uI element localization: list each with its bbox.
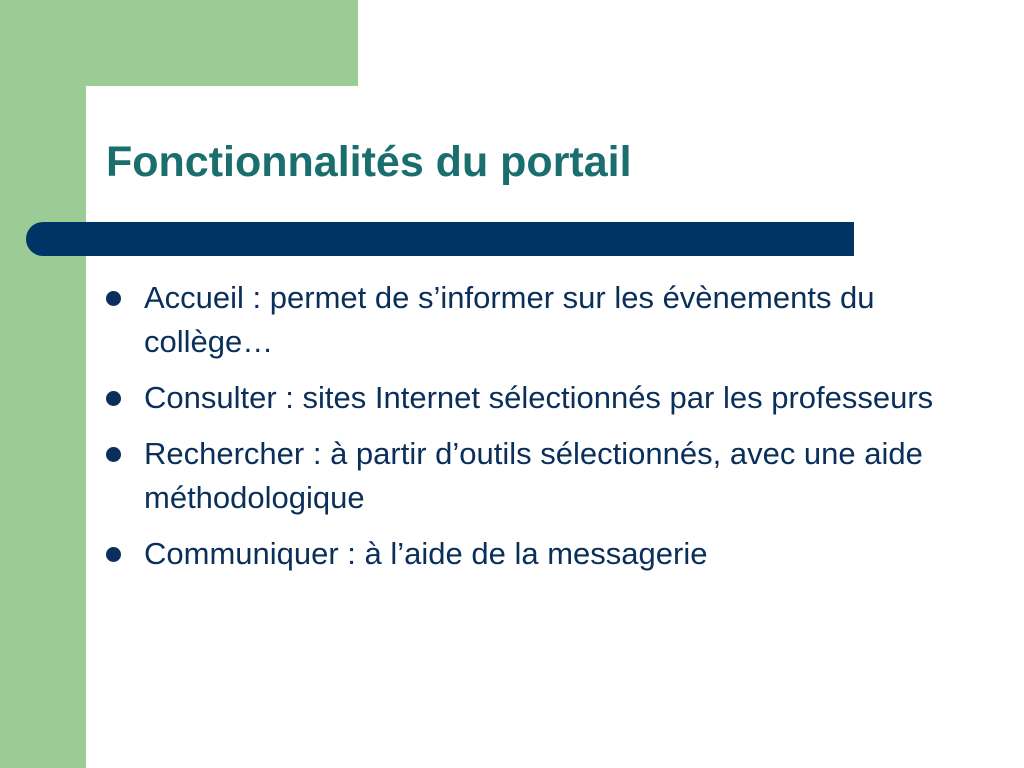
bullet-item-communiquer xyxy=(104,532,984,576)
green-accent-left xyxy=(0,0,86,768)
bullet-dot-icon xyxy=(106,291,121,306)
bullet-text: Accueil : permet de s’informer sur les évènements du collège… xyxy=(144,280,875,359)
bullet-dot-icon xyxy=(106,447,121,462)
bullet-item-rechercher xyxy=(104,432,984,520)
bullet-dot-icon xyxy=(106,391,121,406)
slide-title: Fonctionnalités du portail xyxy=(106,138,632,186)
bullet-text: Communiquer : à l’aide de la messagerie xyxy=(144,536,708,571)
bullet-list xyxy=(104,276,984,588)
bullet-text: Rechercher : à partir d’outils sélectionnés, avec une aide méthodologique xyxy=(144,436,923,515)
bullet-text: Consulter : sites Internet sélectionnés par les professeurs xyxy=(144,380,934,415)
bullet-item-consulter xyxy=(104,376,984,420)
bullet-dot-icon xyxy=(106,547,121,562)
bullet-item-accueil xyxy=(104,276,984,364)
title-underline-bar xyxy=(26,222,854,256)
